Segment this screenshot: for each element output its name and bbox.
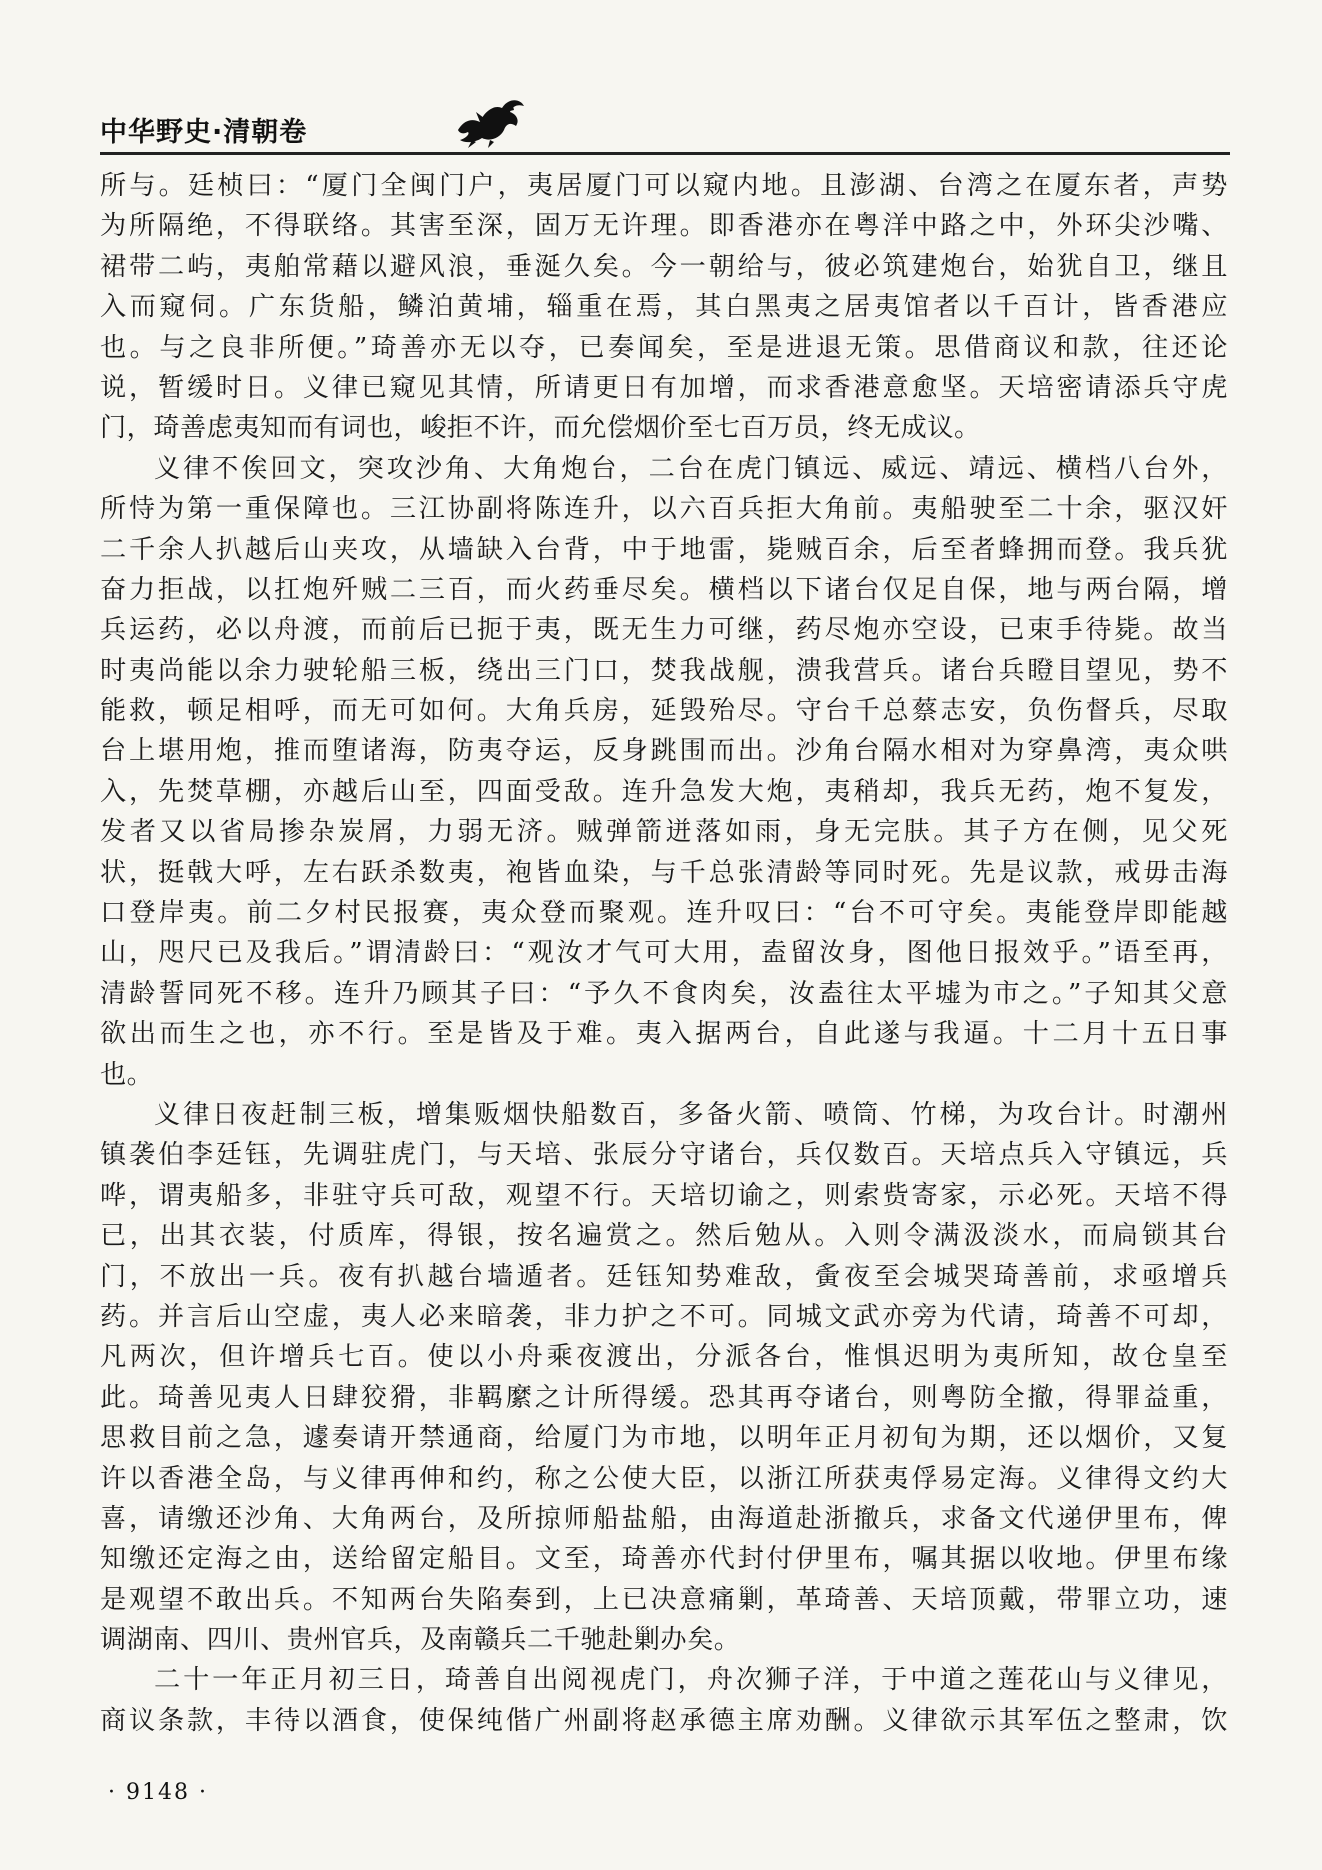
text-line: 发者又以省局掺杂炭屑，力弱无济。贼弹箭迸落如雨，身无完肤。其子方在侧，见父死 bbox=[100, 817, 1228, 848]
book-title: 中华野史·清朝卷 bbox=[100, 117, 308, 148]
body-text bbox=[100, 166, 1228, 1741]
running-header bbox=[100, 96, 1230, 156]
text-line: 此。琦善见夷人日肆狡猾，非羁縻之计所得缓。恐其再夺诸台，则粤防全撤，得罪益重， bbox=[100, 1382, 1228, 1413]
text-line: 二千余人扒越后山夹攻，从墙缺入台背，中于地雷，毙贼百余，后至者蜂拥而登。我兵犹 bbox=[100, 534, 1228, 565]
text-line: 山，咫尺已及我后。”谓清龄曰：“观汝才气可大用，盍留汝身，图他日报效乎。”语至再， bbox=[100, 938, 1228, 969]
text-line: 已，出其衣装，付质库，得银，按名遍赏之。然后勉从。入则令满汲淡水，而扃锁其台 bbox=[100, 1221, 1228, 1252]
text-line: 奋力拒战，以扛炮歼贼二三百，而火药垂尽矣。横档以下诸台仅足自保，地与两台隔，增 bbox=[100, 574, 1228, 605]
text-line: 所恃为第一重保障也。三江协副将陈连升，以六百兵拒大角前。夷船驶至二十余，驱汉奸 bbox=[100, 494, 1228, 525]
text-line: 能救，顿足相呼，而无可如何。大角兵房，延毁殆尽。守台千总蔡志安，负伤督兵，尽取 bbox=[100, 696, 1228, 727]
text-line: 入，先焚草棚，亦越后山至，四面受敌。连升急发大炮，夷稍却，我兵无药，炮不复发， bbox=[100, 776, 1228, 807]
page-number: · 9148 · bbox=[108, 1780, 208, 1805]
text-line: 台上堪用炮，推而堕诸海，防夷夺运，反身跳围而出。沙角台隔水相对为穿鼻湾，夷众哄 bbox=[100, 736, 1228, 767]
text-line: 哗，谓夷船多，非驻守兵可敌，观望不行。天培切谕之，则索赀寄家，示必死。天培不得 bbox=[100, 1180, 1228, 1211]
text-line: 二十一年正月初三日，琦善自出阅视虎门，舟次狮子洋，于中道之莲花山与义律见， bbox=[154, 1665, 1228, 1696]
text-line: 清龄誓同死不移。连升乃顾其子曰：“予久不食肉矣，汝盍往太平墟为市之。”子知其父意 bbox=[100, 978, 1228, 1009]
text-line: 思救目前之急，遽奏请开禁通商，给厦门为市地，以明年正月初旬为期，还以烟价，又复 bbox=[100, 1423, 1228, 1454]
text-line: 许以香港全岛，与义律再伸和约，称之公使大臣，以浙江所获夷俘易定海。义律得文约大 bbox=[100, 1463, 1228, 1494]
text-line: 也。 bbox=[100, 1059, 154, 1090]
text-line: 药。并言后山空虚，夷人必来暗袭，非力护之不可。同城文武亦旁为代请，琦善不可却， bbox=[100, 1301, 1228, 1332]
text-line: 喜，请缴还沙角、大角两台，及所掠师船盐船，由海道赴浙撤兵，求备文代递伊里布，俾 bbox=[100, 1503, 1228, 1534]
text-line: 义律日夜赶制三板，增集贩烟快船数百，多备火箭、喷筒、竹梯，为攻台计。时潮州 bbox=[154, 1099, 1228, 1130]
text-line: 义律不俟回文，突攻沙角、大角炮台，二台在虎门镇远、威远、靖远、横档八台外， bbox=[154, 453, 1228, 484]
text-line: 欲出而生之也，亦不行。至是皆及于难。夷入据两台，自此遂与我逼。十二月十五日事 bbox=[100, 1019, 1228, 1050]
text-line: 凡两次，但许增兵七百。使以小舟乘夜渡出，分派各台，惟惧迟明为夷所知，故仓皇至 bbox=[100, 1342, 1228, 1373]
text-line: 口登岸夷。前二夕村民报赛，夷众登而聚观。连升叹曰：“台不可守矣。夷能登岸即能越 bbox=[100, 898, 1228, 929]
text-line: 为所隔绝，不得联络。其害至深，固万无许理。即香港亦在粤洋中路之中，外环尖沙嘴、 bbox=[100, 211, 1228, 242]
text-line: 是观望不敢出兵。不知两台失陷奏到，上已决意痛剿，革琦善、天培顶戴，带罪立功，速 bbox=[100, 1584, 1228, 1615]
text-line: 所与。廷桢曰：“厦门全闽门户，夷居厦门可以窥内地。且澎湖、台湾之在厦东者，声势 bbox=[100, 171, 1228, 201]
text-line: 兵运药，必以舟渡，而前后已扼于夷，既无生力可继，药尽炮亦空设，已束手待毙。故当 bbox=[100, 615, 1228, 646]
text-line: 入而窥伺。广东货船，鳞泊黄埔，辎重在焉，其白黑夷之居夷馆者以千百计，皆香港应 bbox=[100, 292, 1228, 323]
text-line: 时夷尚能以余力驶轮船三板，绕出三门口，焚我战舰，溃我营兵。诸台兵瞪目望见，势不 bbox=[100, 655, 1228, 686]
text-line: 镇袭伯李廷钰，先调驻虎门，与天培、张辰分守诸台，兵仅数百。天培点兵入守镇远，兵 bbox=[100, 1140, 1228, 1171]
text-line: 商议条款，丰待以酒食，使保纯偕广州副将赵承德主席劝酬。义律欲示其军伍之整肃，饮 bbox=[100, 1705, 1228, 1736]
text-line: 状，挺戟大呼，左右跃杀数夷，袍皆血染，与千总张清龄等同时死。先是议款，戒毋击海 bbox=[100, 857, 1228, 888]
header-rule bbox=[100, 152, 1230, 155]
text-line: 门，不放出一兵。夜有扒越台墙遁者。廷钰知势难敌，夤夜至会城哭琦善前，求亟增兵 bbox=[100, 1261, 1228, 1292]
dragon-icon bbox=[450, 90, 530, 150]
text-line: 裙带二屿，夷舶常藉以避风浪，垂涎久矣。今一朝给与，彼必筑建炮台，始犹自卫，继且 bbox=[100, 251, 1228, 282]
text-line: 也。与之良非所便。”琦善亦无以夺，已奏闻矣，至是进退无策。思借商议和款，往还论 bbox=[100, 332, 1228, 363]
text-line: 知缴还定海之由，送给留定船目。文至，琦善亦代封付伊里布，嘱其据以收地。伊里布缘 bbox=[100, 1544, 1228, 1575]
text-line: 调湖南、四川、贵州官兵，及南赣兵二千驰赴剿办矣。 bbox=[100, 1625, 741, 1656]
text-line: 说，暂缓时日。义律已窥见其情，所请更日有加增，而求香港意愈坚。天培密请添兵守虎 bbox=[100, 372, 1228, 403]
text-line: 门，琦善虑夷知而有词也，峻拒不许，而允偿烟价至七百万员，终无成议。 bbox=[100, 413, 981, 444]
